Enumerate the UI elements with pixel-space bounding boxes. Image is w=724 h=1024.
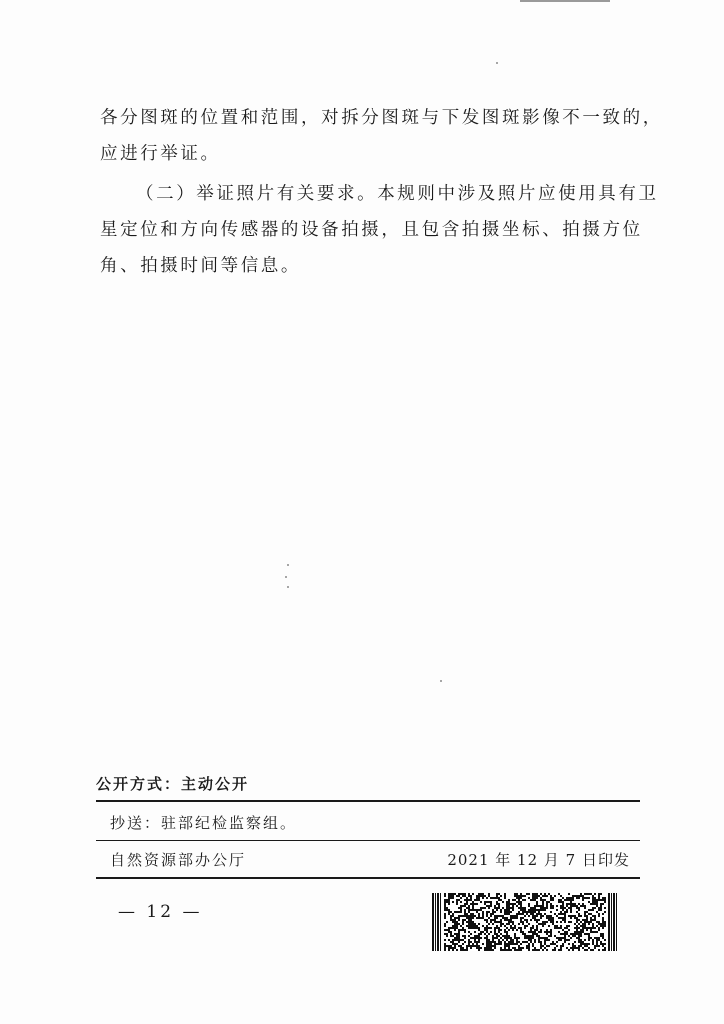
scan-speck bbox=[287, 564, 289, 566]
paragraph-2-line-3: 角、拍摄时间等信息。 bbox=[100, 256, 301, 276]
barcode-icon bbox=[432, 893, 618, 951]
paragraph-1-line-2: 应进行举证。 bbox=[100, 144, 221, 164]
footer-rule-top bbox=[96, 800, 640, 802]
issuer-name: 自然资源部办公厅 bbox=[110, 851, 247, 869]
cc-recipients: 抄送：驻部纪检监察组。 bbox=[110, 814, 298, 832]
paragraph-1-line-1: 各分图斑的位置和范围，对拆分图斑与下发图斑影像不一致的， bbox=[100, 108, 663, 128]
footer-rule-middle bbox=[96, 840, 640, 841]
paragraph-1 bbox=[100, 100, 663, 172]
paragraph-2 bbox=[100, 176, 659, 284]
paragraph-2-line-1: （二）举证照片有关要求。本规则中涉及照片应使用具有卫 bbox=[136, 184, 659, 204]
scan-speck bbox=[285, 576, 287, 578]
issuer-line bbox=[96, 845, 640, 875]
publish-mode: 公开方式：主动公开 bbox=[96, 775, 250, 793]
paragraph-2-line-2: 星定位和方向传感器的设备拍摄，且包含拍摄坐标、拍摄方位 bbox=[100, 220, 643, 240]
scan-speck bbox=[287, 586, 289, 588]
scan-edge-mark bbox=[520, 0, 610, 2]
scan-speck bbox=[440, 680, 442, 682]
footer-rule-bottom bbox=[96, 877, 640, 879]
page-number: — 12 — bbox=[118, 902, 203, 922]
scan-speck bbox=[496, 62, 498, 64]
issue-date: 2021 年 12 月 7 日印发 bbox=[447, 851, 630, 869]
